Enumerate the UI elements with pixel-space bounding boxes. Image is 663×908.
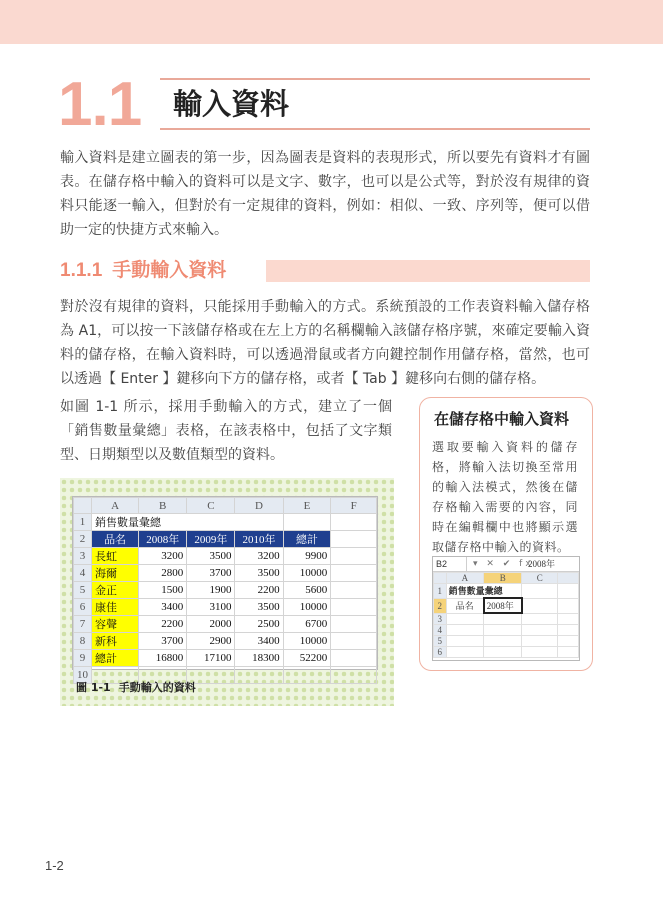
empty-cell — [522, 625, 558, 636]
value-cell: 1500 — [139, 582, 187, 599]
formula-bar — [433, 557, 579, 572]
column-header: B — [139, 498, 187, 514]
empty-cell — [446, 647, 484, 658]
empty-cell — [331, 548, 377, 565]
value-cell: 17100 — [187, 650, 235, 667]
product-cell: 總計 — [92, 650, 139, 667]
empty-cell — [331, 599, 377, 616]
empty-cell — [558, 636, 579, 647]
body-paragraph-1: 對於沒有規律的資料，只能採用手動輸入的方式。系統預設的工作表資料輸入儲存格為 A1，可以按一下該儲存格或在左上方的名稱欄輸入該儲存格序號，來確定要輸入資料的儲存格，在輸入資料時，可以透過滑鼠或者方向鍵控制作用儲存格，當然，也可以透過【 Enter 】鍵移向下方的儲存格，或者【 Tab 】鍵移向右側的儲存格。 — [60, 299, 590, 387]
header-cell: 品名 — [446, 598, 484, 613]
table-row — [434, 647, 579, 658]
column-header: C — [187, 498, 235, 514]
subsection-heading — [60, 257, 226, 284]
value-cell: 3700 — [139, 633, 187, 650]
figure-caption-label: 圖 1-1 — [76, 681, 111, 694]
product-cell: 康佳 — [92, 599, 139, 616]
formula-value: 2008年 — [528, 559, 556, 569]
empty-cell — [484, 636, 522, 647]
table-row — [74, 565, 377, 582]
mini-grid — [433, 572, 579, 658]
table-row — [74, 633, 377, 650]
total-cell: 9900 — [283, 548, 331, 565]
table-row — [434, 636, 579, 647]
total-cell: 5600 — [283, 582, 331, 599]
row-number: 4 — [74, 565, 92, 582]
empty-cell — [331, 633, 377, 650]
empty-cell — [522, 584, 558, 599]
row-number: 4 — [434, 625, 447, 636]
row-number-selected: 2 — [434, 598, 447, 613]
row-number: 1 — [434, 584, 447, 599]
row-number: 6 — [74, 599, 92, 616]
product-cell: 長虹 — [92, 548, 139, 565]
formula-tools-icons: ▾ ✕ ✔ fx — [473, 559, 534, 569]
row-number: 8 — [74, 633, 92, 650]
total-cell: 10000 — [283, 599, 331, 616]
top-color-band — [0, 0, 663, 44]
column-header: E — [283, 498, 331, 514]
table-row — [434, 613, 579, 625]
product-cell: 容聲 — [92, 616, 139, 633]
value-cell: 2900 — [187, 633, 235, 650]
empty-cell — [283, 514, 331, 531]
name-box: B2 — [436, 557, 467, 571]
empty-cell — [484, 625, 522, 636]
empty-cell — [446, 613, 484, 625]
product-cell: 金正 — [92, 582, 139, 599]
subsection-title: 手動輸入資料 — [112, 259, 227, 281]
empty-cell — [558, 647, 579, 658]
value-cell: 3500 — [235, 599, 283, 616]
value-cell: 3500 — [235, 565, 283, 582]
empty-cell — [558, 625, 579, 636]
header-cell: 2008年 — [139, 531, 187, 548]
spreadsheet-screenshot — [72, 496, 378, 681]
value-cell: 16800 — [139, 650, 187, 667]
tip-box-text: 選取要輸入資料的儲存格，將輸入法切換至常用的輸入法模式，然後在儲存格輸入需要的內容，同時在編輯欄中也將顯示選取儲存格中輸入的資料。 — [432, 440, 578, 554]
header-cell: 2009年 — [187, 531, 235, 548]
column-header-selected: B — [484, 573, 522, 584]
empty-cell — [522, 598, 558, 613]
empty-cell — [331, 650, 377, 667]
value-cell: 2500 — [235, 616, 283, 633]
row-number: 6 — [434, 647, 447, 658]
tip-box-screenshot — [432, 556, 580, 661]
table-row — [74, 599, 377, 616]
header-cell: 2010年 — [235, 531, 283, 548]
header-cell: 品名 — [92, 531, 139, 548]
empty-cell — [446, 625, 484, 636]
active-cell: 2008年 — [484, 598, 522, 613]
page-number: 1-2 — [45, 858, 64, 873]
header-cell: 總計 — [283, 531, 331, 548]
empty-cell — [522, 613, 558, 625]
sheet-title-cell: 銷售數量彙總 — [446, 584, 522, 599]
section-title: 輸入資料 — [173, 87, 290, 121]
row-number: 5 — [434, 636, 447, 647]
figure-caption — [76, 679, 196, 695]
empty-cell — [331, 582, 377, 599]
corner-cell — [74, 498, 92, 514]
empty-cell — [283, 667, 331, 684]
intro-paragraph: 輸入資料是建立圖表的第一步，因為圖表是資料的表現形式，所以要先有資料才有圖表。在儲存格中輸入的資料可以是文字、數字，也可以是公式等，對於沒有規律的資料只能逐一輸入，但對於有一定規律的資料，例如：相似、一致、序列等，便可以借助一定的快捷方式來輸入。 — [60, 150, 590, 238]
total-cell: 10000 — [283, 633, 331, 650]
total-cell: 52200 — [283, 650, 331, 667]
empty-cell — [235, 667, 283, 684]
value-cell: 1900 — [187, 582, 235, 599]
row-number: 5 — [74, 582, 92, 599]
column-header: F — [331, 498, 377, 514]
tip-box-title: 在儲存格中輸入資料 — [434, 410, 570, 428]
table-row — [74, 548, 377, 565]
empty-cell — [484, 613, 522, 625]
empty-cell — [522, 636, 558, 647]
empty-cell — [558, 598, 579, 613]
value-cell: 18300 — [235, 650, 283, 667]
empty-cell — [446, 636, 484, 647]
column-header: C — [522, 573, 558, 584]
subsection-number: 1.1.1 — [60, 260, 103, 281]
empty-cell — [558, 584, 579, 599]
section-title-rule-bottom — [160, 128, 590, 130]
product-cell: 海爾 — [92, 565, 139, 582]
table-row — [74, 616, 377, 633]
row-number: 2 — [74, 531, 92, 548]
value-cell: 2000 — [187, 616, 235, 633]
corner-cell — [434, 573, 447, 584]
section-number: 1.1 — [58, 70, 142, 139]
total-cell: 6700 — [283, 616, 331, 633]
row-number: 7 — [74, 616, 92, 633]
value-cell: 3500 — [187, 548, 235, 565]
product-cell: 新科 — [92, 633, 139, 650]
value-cell: 3400 — [139, 599, 187, 616]
value-cell: 2800 — [139, 565, 187, 582]
empty-cell — [331, 667, 377, 684]
value-cell: 3100 — [187, 599, 235, 616]
column-header-row — [74, 498, 377, 514]
empty-cell — [522, 647, 558, 658]
section-title-rule-top — [160, 78, 590, 80]
empty-cell — [331, 565, 377, 582]
column-header: A — [446, 573, 484, 584]
table-row — [434, 598, 579, 613]
figure-caption-text: 手動輸入的資料 — [118, 681, 196, 694]
value-cell: 2200 — [139, 616, 187, 633]
empty-cell — [235, 514, 283, 531]
row-number: 3 — [74, 548, 92, 565]
row-number: 3 — [434, 613, 447, 625]
empty-cell — [331, 514, 377, 531]
table-row — [74, 582, 377, 599]
table-row — [74, 650, 377, 667]
row-number: 10 — [74, 667, 92, 684]
table-row — [74, 531, 377, 548]
value-cell: 3200 — [139, 548, 187, 565]
column-header — [558, 573, 579, 584]
body-paragraph-2: 如圖 1-1 所示，採用手動輸入的方式，建立了一個「銷售數量彙總」表格，在該表格中，包括了文字類型、日期類型以及數值類型的資料。 — [60, 399, 392, 463]
empty-cell — [558, 613, 579, 625]
table-row — [434, 625, 579, 636]
column-header: D — [235, 498, 283, 514]
empty-cell — [484, 647, 522, 658]
row-number: 9 — [74, 650, 92, 667]
column-header: A — [92, 498, 139, 514]
subsection-heading-bar — [266, 260, 590, 282]
sheet-title-cell: 銷售數量彙總 — [92, 514, 235, 531]
column-header-row — [434, 573, 579, 584]
empty-cell — [331, 616, 377, 633]
table-row — [74, 514, 377, 531]
table-row — [434, 584, 579, 599]
value-cell: 2200 — [235, 582, 283, 599]
spreadsheet-grid — [73, 497, 377, 684]
empty-cell — [331, 531, 377, 548]
row-number: 1 — [74, 514, 92, 531]
value-cell: 3700 — [187, 565, 235, 582]
value-cell: 3200 — [235, 548, 283, 565]
total-cell: 10000 — [283, 565, 331, 582]
value-cell: 3400 — [235, 633, 283, 650]
